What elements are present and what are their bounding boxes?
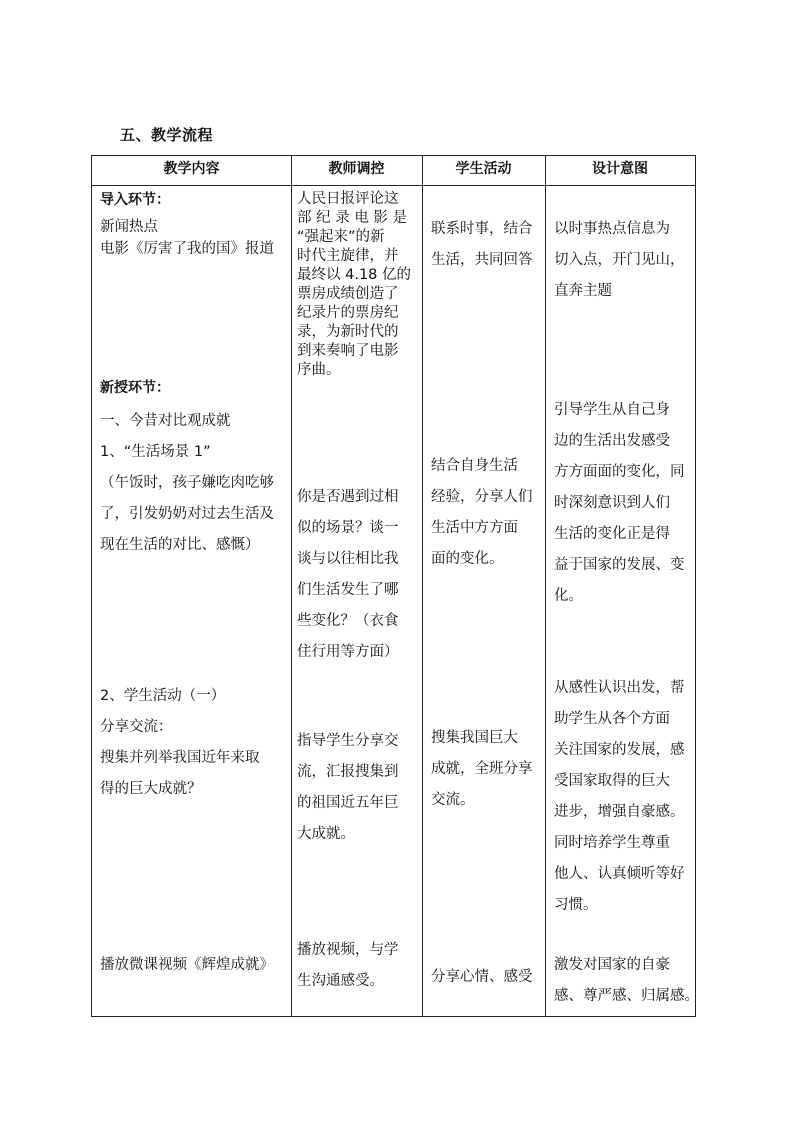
content-line: 2、学生活动（一）: [100, 688, 226, 704]
teacher-line: 些变化？（衣食: [297, 613, 399, 629]
intent-line: 助学生从各个方面: [554, 711, 670, 727]
header-teacher: 教师调控: [328, 161, 385, 177]
teacher-line: 播放视频，与学: [297, 942, 399, 958]
student-line: 结合自身生活: [431, 458, 518, 474]
header-student: 学生活动: [455, 161, 512, 177]
new-lesson-heading-cell: [100, 378, 170, 398]
content-line: 现在生活的对比、感慨）: [100, 537, 260, 553]
student-line: 生活中方方面: [431, 520, 518, 536]
teacher-line: 大成就。: [297, 826, 355, 842]
teacher-line: 流，汇报搜集到: [297, 764, 399, 780]
intro-teacher-cell: [297, 190, 411, 380]
intent-line: 同时培养学生尊重: [554, 835, 670, 851]
intro-content-cell: [100, 190, 274, 260]
teacher-line: 住行用等方面）: [297, 644, 399, 660]
student-line: 分享心情、感受: [431, 969, 533, 985]
intent-line: 从感性认识出发，帮: [554, 680, 685, 696]
teacher-line: 生沟通感受。: [297, 973, 384, 989]
teacher-line: 你是否遇到过相: [297, 489, 399, 505]
part1-teacher-cell: [297, 482, 399, 668]
header-divider: [92, 185, 695, 186]
column-divider: [422, 156, 423, 1016]
student-line: 搜集我国巨大: [431, 730, 518, 746]
teacher-line: 部 纪 录 电 影 是: [297, 210, 408, 226]
intent-line: 直奔主题: [554, 283, 612, 299]
content-line: 分享交流：: [100, 719, 173, 735]
intent-line: 引导学生从自己身: [554, 402, 670, 418]
content-line: 播放微课视频《辉煌成就》: [100, 957, 274, 973]
header-content: 教学内容: [163, 161, 220, 177]
teacher-line: “强起来”的新: [297, 229, 385, 245]
teacher-line: 的祖国近五年巨: [297, 795, 399, 811]
student-line: 成就，全班分享: [431, 761, 533, 777]
content-line: 一、今昔对比观成就: [100, 413, 231, 429]
teacher-line: 序曲。: [297, 362, 341, 378]
student-line: 面的变化。: [431, 551, 504, 567]
part3-teacher-cell: [297, 935, 399, 997]
intent-line: 激发对国家的自豪: [554, 957, 670, 973]
teacher-line: 谈与以往相比我: [297, 551, 399, 567]
student-line: 联系时事，结合: [431, 221, 533, 237]
intent-line: 益于国家的发展、变: [554, 557, 685, 573]
intent-line: 时深刻意识到人们: [554, 495, 670, 511]
teacher-line: 到来奏响了电影: [297, 343, 399, 359]
intro-content-line: 新闻热点: [100, 219, 158, 235]
teacher-line: 指导学生分享交: [297, 733, 399, 749]
teacher-line: 录，为新时代的: [297, 324, 399, 340]
teacher-line: 似的场景？谈一: [297, 520, 399, 536]
intro-intent-cell: [554, 214, 685, 307]
teacher-line: 时代主旋律，并: [297, 248, 399, 264]
intent-line: 边的生活出发感受: [554, 433, 670, 449]
content-line: 了，引发奶奶对过去生活及: [100, 506, 274, 522]
part2-student-cell: [431, 723, 533, 816]
content-line: 得的巨大成就？: [100, 781, 202, 797]
intent-line: 以时事热点信息为: [554, 221, 670, 237]
section-title: 五、教学流程: [120, 126, 214, 144]
intro-student-cell: [431, 214, 533, 276]
part2-content-cell: [100, 681, 260, 805]
part1-content-cell: [100, 406, 274, 561]
part2-teacher-cell: [297, 726, 399, 850]
intent-line: 关注国家的发展，感: [554, 742, 685, 758]
intent-line: 受国家取得的巨大: [554, 773, 670, 789]
part3-student-cell: [431, 962, 533, 993]
teacher-line: 票房成绩创造了: [297, 286, 399, 302]
intro-heading: 导入环节：: [100, 192, 170, 208]
student-line: 交流。: [431, 792, 475, 808]
intent-line: 方方面面的变化，同: [554, 464, 685, 480]
intro-content-line: 电影《厉害了我的国》报道: [100, 241, 274, 257]
intent-line: 化。: [554, 588, 583, 604]
intent-line: 习惯。: [554, 897, 598, 913]
intent-line: 生活的变化正是得: [554, 526, 670, 542]
teacher-line: 纪录片的票房纪: [297, 305, 399, 321]
part1-student-cell: [431, 451, 533, 575]
part3-intent-cell: [554, 950, 699, 1012]
student-line: 经验，分享人们: [431, 489, 533, 505]
part2-intent-cell: [554, 673, 685, 921]
teacher-line: 们生活发生了哪: [297, 582, 399, 598]
part3-content-cell: [100, 950, 274, 981]
column-divider: [545, 156, 546, 1016]
content-line: 搜集并列举我国近年来取: [100, 750, 260, 766]
content-line: 1、“生活场景 1”: [100, 444, 211, 460]
new-lesson-heading: 新授环节：: [100, 380, 170, 396]
intent-line: 切入点，开门见山，: [554, 252, 685, 268]
intent-line: 进步，增强自豪感。: [554, 804, 685, 820]
teaching-flow-table: [91, 155, 699, 1017]
column-divider: [291, 156, 292, 1016]
intent-line: 感、尊严感、归属感。: [554, 988, 699, 1004]
student-line: 生活，共同回答: [431, 252, 533, 268]
teacher-line: 最终以 4.18 亿的: [297, 267, 412, 283]
intent-line: 他人、认真倾听等好: [554, 866, 685, 882]
header-intent: 设计意图: [592, 161, 648, 177]
content-line: （午饭时，孩子嫌吃肉吃够: [100, 475, 274, 491]
part1-intent-cell: [554, 395, 685, 612]
teacher-line: 人民日报评论这: [297, 191, 399, 207]
